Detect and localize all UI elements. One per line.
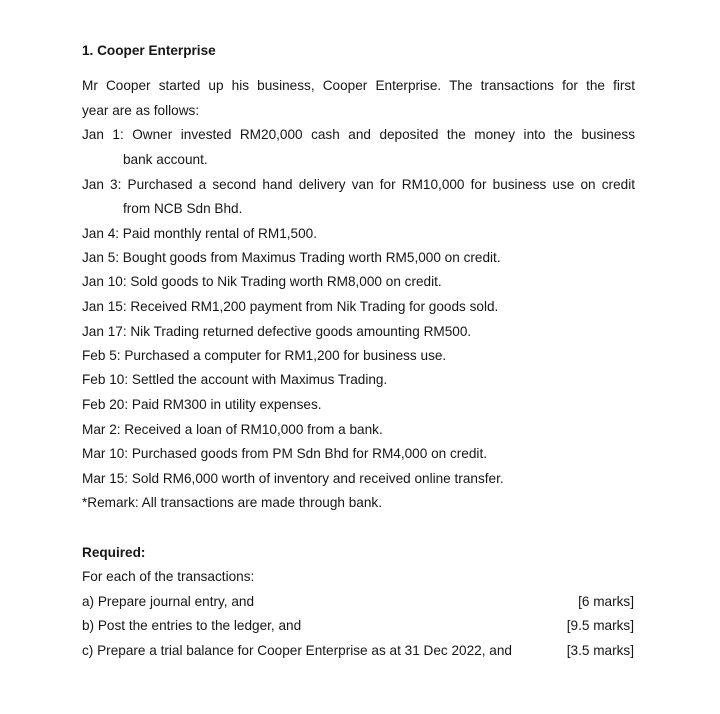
transaction-jan-1: Jan 1: Owner invested RM20,000 cash and deposited the money into the business <box>82 127 635 142</box>
transaction-jan-3-cont: from NCB Sdn Bhd. <box>123 201 243 216</box>
remark: *Remark: All transactions are made through bank. <box>82 495 382 510</box>
required-heading: Required: <box>82 545 146 560</box>
required-item-c: c) Prepare a trial balance for Cooper Enterprise as at 31 Dec 2022, and <box>82 643 512 658</box>
transaction-jan-15: Jan 15: Received RM1,200 payment from Nik Trading for goods sold. <box>82 299 499 314</box>
required-item-c-marks: [3.5 marks] <box>566 643 634 658</box>
required-intro: For each of the transactions: <box>82 569 255 584</box>
intro-line-1: Mr Cooper started up his business, Cooper Enterprise. The transactions for the first <box>82 78 635 93</box>
transaction-feb-20: Feb 20: Paid RM300 in utility expenses. <box>82 397 322 412</box>
transaction-jan-4: Jan 4: Paid monthly rental of RM1,500. <box>82 226 317 241</box>
required-item-b: b) Post the entries to the ledger, and <box>82 618 302 633</box>
transaction-jan-3: Jan 3: Purchased a second hand delivery van for RM10,000 for business use on credit <box>82 177 635 192</box>
intro-line-2: year are as follows: <box>82 103 200 118</box>
transaction-feb-5: Feb 5: Purchased a computer for RM1,200 for business use. <box>82 348 447 363</box>
transaction-mar-2: Mar 2: Received a loan of RM10,000 from a bank. <box>82 422 383 437</box>
required-item-b-marks: [9.5 marks] <box>566 618 634 633</box>
transaction-mar-10: Mar 10: Purchased goods from PM Sdn Bhd for RM4,000 on credit. <box>82 446 487 461</box>
required-item-a-marks: [6 marks] <box>578 594 634 609</box>
transaction-jan-1-cont: bank account. <box>123 152 208 167</box>
required-item-a: a) Prepare journal entry, and <box>82 594 255 609</box>
transaction-jan-5: Jan 5: Bought goods from Maximus Trading worth RM5,000 on credit. <box>82 250 501 265</box>
question-title: 1. Cooper Enterprise <box>82 43 216 58</box>
transaction-jan-10: Jan 10: Sold goods to Nik Trading worth RM8,000 on credit. <box>82 274 442 289</box>
transaction-mar-15: Mar 15: Sold RM6,000 worth of inventory and received online transfer. <box>82 471 504 486</box>
transaction-feb-10: Feb 10: Settled the account with Maximus Trading. <box>82 372 388 387</box>
transaction-jan-17: Jan 17: Nik Trading returned defective goods amounting RM500. <box>82 324 472 339</box>
